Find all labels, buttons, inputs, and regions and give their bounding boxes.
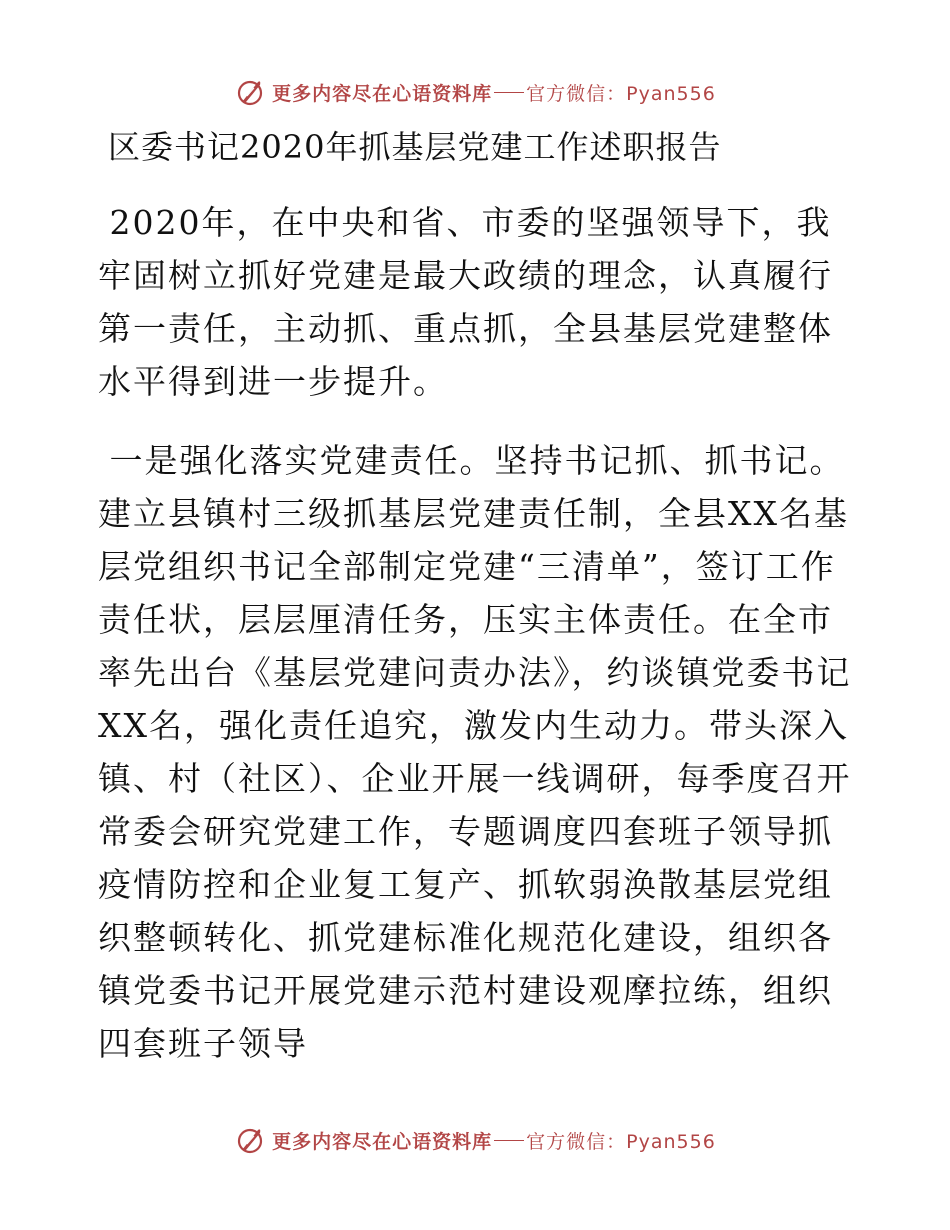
paragraph-section-one: 一是强化落实党建责任。坚持书记抓、抓书记。建立县镇村三级抓基层党建责任制，全县XX名基层党组织书记全部制定党建“三清单”，签订工作责任状，层层厘清任务，压实主体责任。在全市率先出台《基层党建问责办法》，约谈镇党委书记XX名，强化责任追究，激发内生动力。带头深入镇、村（社区）、企业开展一线调研，每季度召开常委会研究党建工作，专题调度四套班子领导抓疫情防控和企业复工复产、抓软弱涣散基层党组织整顿转化、抓党建标准化规范化建设，组织各镇党委书记开展党建示范村建设观摩拉练，组织四套班子领导: [98, 441, 852, 1063]
feather-pen-circle-icon: [234, 1124, 266, 1156]
document-title: 区委书记2020年抓基层党建工作述职报告: [108, 128, 722, 166]
watermark-brand: 更多内容尽在心语资料库: [272, 82, 493, 105]
watermark-dash: [494, 1140, 524, 1141]
watermark-dash: [494, 92, 524, 93]
document-body: [98, 196, 858, 1070]
paragraph-intro: 2020年，在中央和省、市委的坚强领导下，我牢固树立抓好党建是最大政绩的理念，认真履行第一责任，主动抓、重点抓，全县基层党建整体水平得到进一步提升。: [98, 203, 833, 401]
watermark-footer: [0, 1120, 950, 1160]
watermark-brand: 更多内容尽在心语资料库: [272, 1130, 493, 1153]
watermark-contact: 官方微信：Pyan556: [526, 1130, 716, 1153]
watermark-contact: 官方微信：Pyan556: [526, 82, 716, 105]
watermark-header: [0, 72, 950, 112]
feather-pen-circle-icon: [234, 76, 266, 108]
